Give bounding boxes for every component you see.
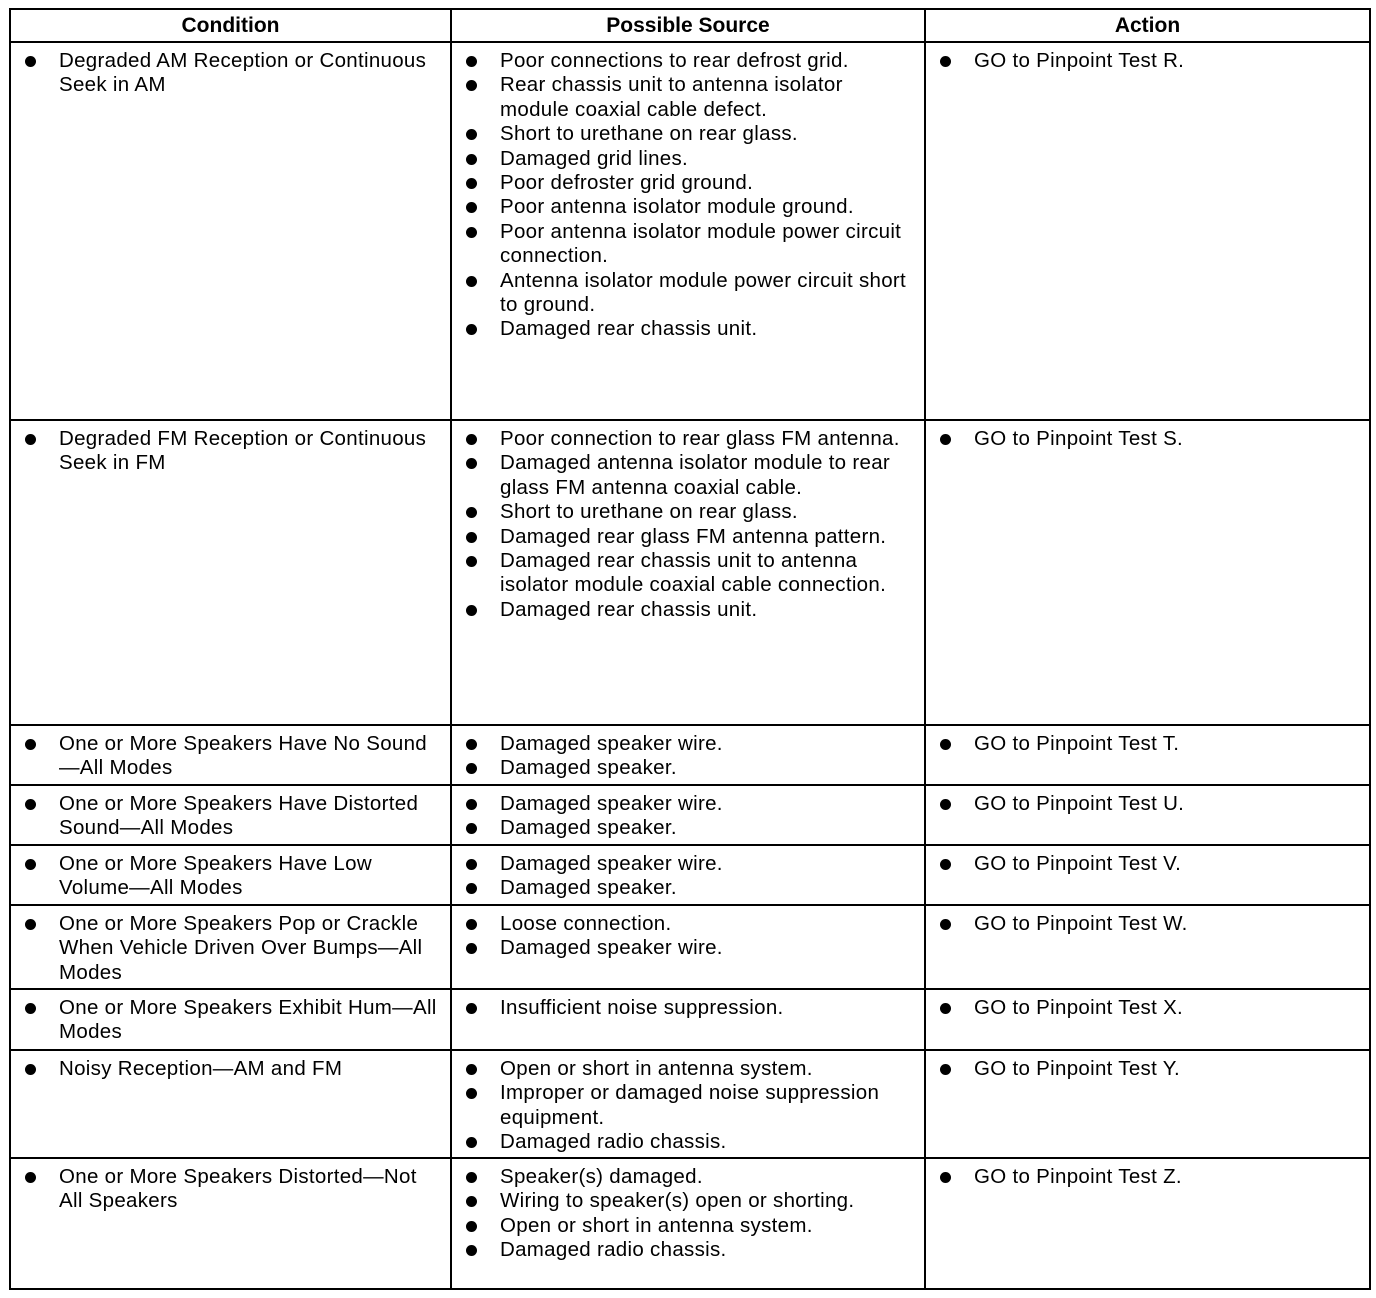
possible-source-cell: [451, 785, 925, 845]
action-list: [926, 846, 1369, 876]
condition-text: One or More Speakers Exhibit Hum—All Modes: [11, 996, 450, 1045]
possible-source-list: [452, 43, 924, 342]
possible-source-cell: [451, 1050, 925, 1158]
possible-source-cell: [451, 989, 925, 1050]
condition-text: One or More Speakers Distorted—Not All Speakers: [11, 1165, 450, 1214]
action-text: GO to Pinpoint Test Y.: [926, 1057, 1369, 1081]
condition-cell: [10, 845, 451, 905]
action-text: GO to Pinpoint Test S.: [926, 427, 1369, 451]
possible-source-item: Insufficient noise suppression.: [452, 996, 924, 1020]
possible-source-item: Open or short in antenna system.: [452, 1057, 924, 1081]
condition-list: [11, 421, 450, 476]
action-cell: [925, 42, 1370, 420]
possible-source-item: Poor connections to rear defrost grid.: [452, 49, 924, 73]
possible-source-item: Antenna isolator module power circuit short to ground.: [452, 269, 924, 318]
action-text: GO to Pinpoint Test R.: [926, 49, 1369, 73]
possible-source-item: Damaged speaker.: [452, 816, 924, 840]
condition-cell: [10, 420, 451, 725]
possible-source-list: [452, 421, 924, 622]
condition-list: [11, 1051, 450, 1081]
possible-source-cell: [451, 725, 925, 785]
possible-source-cell: [451, 845, 925, 905]
action-text: GO to Pinpoint Test U.: [926, 792, 1369, 816]
possible-source-item: Damaged radio chassis.: [452, 1130, 924, 1154]
condition-list: [11, 990, 450, 1045]
action-text: GO to Pinpoint Test V.: [926, 852, 1369, 876]
possible-source-item: Damaged rear chassis unit.: [452, 598, 924, 622]
action-list: [926, 786, 1369, 816]
action-text: GO to Pinpoint Test T.: [926, 732, 1369, 756]
possible-source-cell: [451, 420, 925, 725]
condition-text: One or More Speakers Have Distorted Sound—All Modes: [11, 792, 450, 841]
condition-cell: [10, 905, 451, 989]
possible-source-item: Improper or damaged noise suppression equipment.: [452, 1081, 924, 1130]
action-cell: [925, 1158, 1370, 1289]
possible-source-item: Poor defroster grid ground.: [452, 171, 924, 195]
action-list: [926, 1051, 1369, 1081]
possible-source-item: Damaged speaker wire.: [452, 792, 924, 816]
condition-list: [11, 726, 450, 781]
action-cell: [925, 785, 1370, 845]
possible-source-item: Damaged radio chassis.: [452, 1238, 924, 1262]
table-row: [10, 845, 1370, 905]
possible-source-item: Poor antenna isolator module power circuit connection.: [452, 220, 924, 269]
action-list: [926, 990, 1369, 1020]
condition-list: [11, 906, 450, 985]
header-row: [10, 9, 1370, 42]
table-row: [10, 905, 1370, 989]
condition-cell: [10, 42, 451, 420]
condition-text: Degraded FM Reception or Continuous Seek in FM: [11, 427, 450, 476]
action-cell: [925, 989, 1370, 1050]
table-row: [10, 785, 1370, 845]
header-condition: Condition: [10, 9, 451, 42]
header-possible-source: Possible Source: [451, 9, 925, 42]
possible-source-list: [452, 990, 924, 1020]
action-list: [926, 421, 1369, 451]
condition-text: Degraded AM Reception or Continuous Seek in AM: [11, 49, 450, 98]
action-text: GO to Pinpoint Test X.: [926, 996, 1369, 1020]
symptom-chart-table: [9, 8, 1371, 1290]
condition-cell: [10, 1050, 451, 1158]
condition-list: [11, 43, 450, 98]
possible-source-cell: [451, 42, 925, 420]
action-text: GO to Pinpoint Test Z.: [926, 1165, 1369, 1189]
possible-source-item: Loose connection.: [452, 912, 924, 936]
condition-list: [11, 786, 450, 841]
table-row: [10, 1050, 1370, 1158]
possible-source-list: [452, 726, 924, 781]
action-cell: [925, 420, 1370, 725]
action-list: [926, 43, 1369, 73]
possible-source-item: Short to urethane on rear glass.: [452, 500, 924, 524]
condition-cell: [10, 725, 451, 785]
action-cell: [925, 725, 1370, 785]
possible-source-cell: [451, 905, 925, 989]
condition-list: [11, 846, 450, 901]
table-body: [10, 42, 1370, 1289]
action-cell: [925, 1050, 1370, 1158]
action-cell: [925, 905, 1370, 989]
condition-cell: [10, 785, 451, 845]
possible-source-list: [452, 786, 924, 841]
possible-source-list: [452, 846, 924, 901]
possible-source-item: Short to urethane on rear glass.: [452, 122, 924, 146]
table-row: [10, 42, 1370, 420]
action-list: [926, 1159, 1369, 1189]
table-row: [10, 989, 1370, 1050]
possible-source-item: Rear chassis unit to antenna isolator module coaxial cable defect.: [452, 73, 924, 122]
condition-text: Noisy Reception—AM and FM: [11, 1057, 450, 1081]
possible-source-item: Poor antenna isolator module ground.: [452, 195, 924, 219]
condition-list: [11, 1159, 450, 1214]
possible-source-item: Damaged antenna isolator module to rear glass FM antenna coaxial cable.: [452, 451, 924, 500]
table-row: [10, 420, 1370, 725]
action-list: [926, 726, 1369, 756]
condition-text: One or More Speakers Have Low Volume—All Modes: [11, 852, 450, 901]
possible-source-item: Damaged speaker wire.: [452, 936, 924, 960]
possible-source-item: Damaged rear glass FM antenna pattern.: [452, 525, 924, 549]
table-row: [10, 725, 1370, 785]
condition-text: One or More Speakers Have No Sound—All Modes: [11, 732, 450, 781]
possible-source-item: Damaged grid lines.: [452, 147, 924, 171]
condition-cell: [10, 1158, 451, 1289]
possible-source-item: Damaged speaker wire.: [452, 852, 924, 876]
possible-source-item: Damaged rear chassis unit.: [452, 317, 924, 341]
action-cell: [925, 845, 1370, 905]
header-action: Action: [925, 9, 1370, 42]
possible-source-list: [452, 906, 924, 961]
possible-source-cell: [451, 1158, 925, 1289]
possible-source-item: Damaged rear chassis unit to antenna isolator module coaxial cable connection.: [452, 549, 924, 598]
possible-source-item: Speaker(s) damaged.: [452, 1165, 924, 1189]
possible-source-item: Damaged speaker.: [452, 876, 924, 900]
possible-source-item: Open or short in antenna system.: [452, 1214, 924, 1238]
possible-source-item: Damaged speaker.: [452, 756, 924, 780]
possible-source-list: [452, 1051, 924, 1155]
possible-source-item: Damaged speaker wire.: [452, 732, 924, 756]
possible-source-list: [452, 1159, 924, 1263]
table-row: [10, 1158, 1370, 1289]
possible-source-item: Poor connection to rear glass FM antenna.: [452, 427, 924, 451]
action-list: [926, 906, 1369, 936]
action-text: GO to Pinpoint Test W.: [926, 912, 1369, 936]
condition-cell: [10, 989, 451, 1050]
condition-text: One or More Speakers Pop or Crackle When Vehicle Driven Over Bumps—All Modes: [11, 912, 450, 985]
possible-source-item: Wiring to speaker(s) open or shorting.: [452, 1189, 924, 1213]
